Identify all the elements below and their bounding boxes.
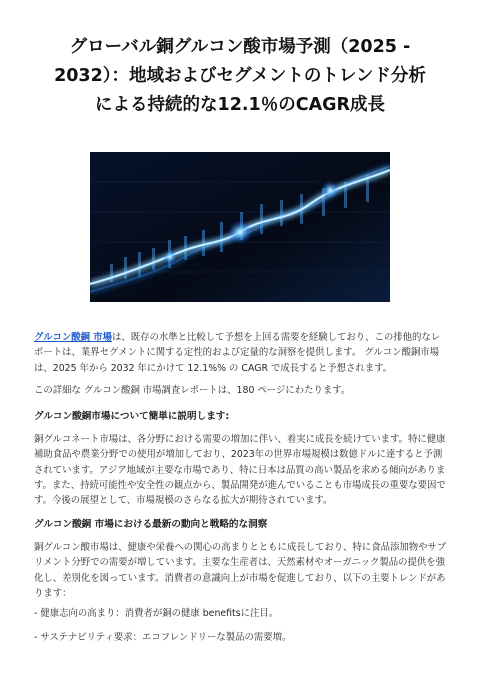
pages-note: この詳細な グルコン酸銅 市場調査レポートは、180 ページにわたります。 bbox=[34, 385, 351, 396]
title-line-2: 2032）：地域およびセグメントのトレンド分析 bbox=[54, 66, 426, 86]
list-item: - サステナビリティ要求：エコフレンドリーな製品の需要増。 bbox=[34, 632, 292, 643]
intro-text: は、既存の水準と比較して予想を上回る需要を経験しており、この排他的なレポートは、業界セグメントに関する定性的および定量的な洞察を提供します。 グルコン酸銅市場は、2025 年から 2032 年にかけて 12.1%% の CAGR で成長すると予想されます。 bbox=[34, 332, 441, 374]
intro-paragraph bbox=[34, 330, 448, 376]
glowing-growth-chart-image bbox=[90, 152, 390, 302]
market-link-suffix[interactable]: 市場 bbox=[89, 332, 112, 343]
title-line-1: グローバル銅グルコン酸市場予測（2025 - bbox=[69, 37, 411, 57]
list-item: - 健康志向の高まり：消費者が銅の健康 benefitsに注目。 bbox=[34, 608, 279, 619]
hero-chart-graphic bbox=[90, 152, 390, 302]
page-title bbox=[40, 33, 440, 120]
section-heading-overview: グルコン酸銅市場について簡単に説明します: bbox=[34, 411, 230, 422]
trends-paragraph: 銅グルコン酸市場は、健康や栄養への関心の高まりとともに成長しており、特に食品添加物やサプリメント分野での需要が増しています。主要な生産者は、天然素材やオーガニック製品の提供を強化し、差別化を図っています。消費者の意識向上が市場を促進しており、以下の主要トレンドがあります： bbox=[34, 542, 447, 599]
section-heading-trends: グルコン酸銅 市場における最新の動向と戦略的な洞察 bbox=[34, 519, 268, 530]
market-link[interactable]: グルコン酸銅 bbox=[34, 332, 90, 343]
title-line-3: による持続的な12.1％のCAGR成長 bbox=[95, 95, 385, 115]
overview-paragraph: 銅グルコネート市場は、各分野における需要の増加に伴い、着実に成長を続けています。特に健康補助食品や農業分野での使用が増加しており、2023年の世界市場規模は数億ドルに達すると予測されています。アジア地域が主要な市場であり、特に日本は品質の高い製品を求める傾向があります。また、持続可能性や安全性の観点から、製品開発が進んでいることも市場成長の重要な要因です。今後の展望として、市場規模のさらなる拡大が期待されています。 bbox=[34, 434, 446, 507]
